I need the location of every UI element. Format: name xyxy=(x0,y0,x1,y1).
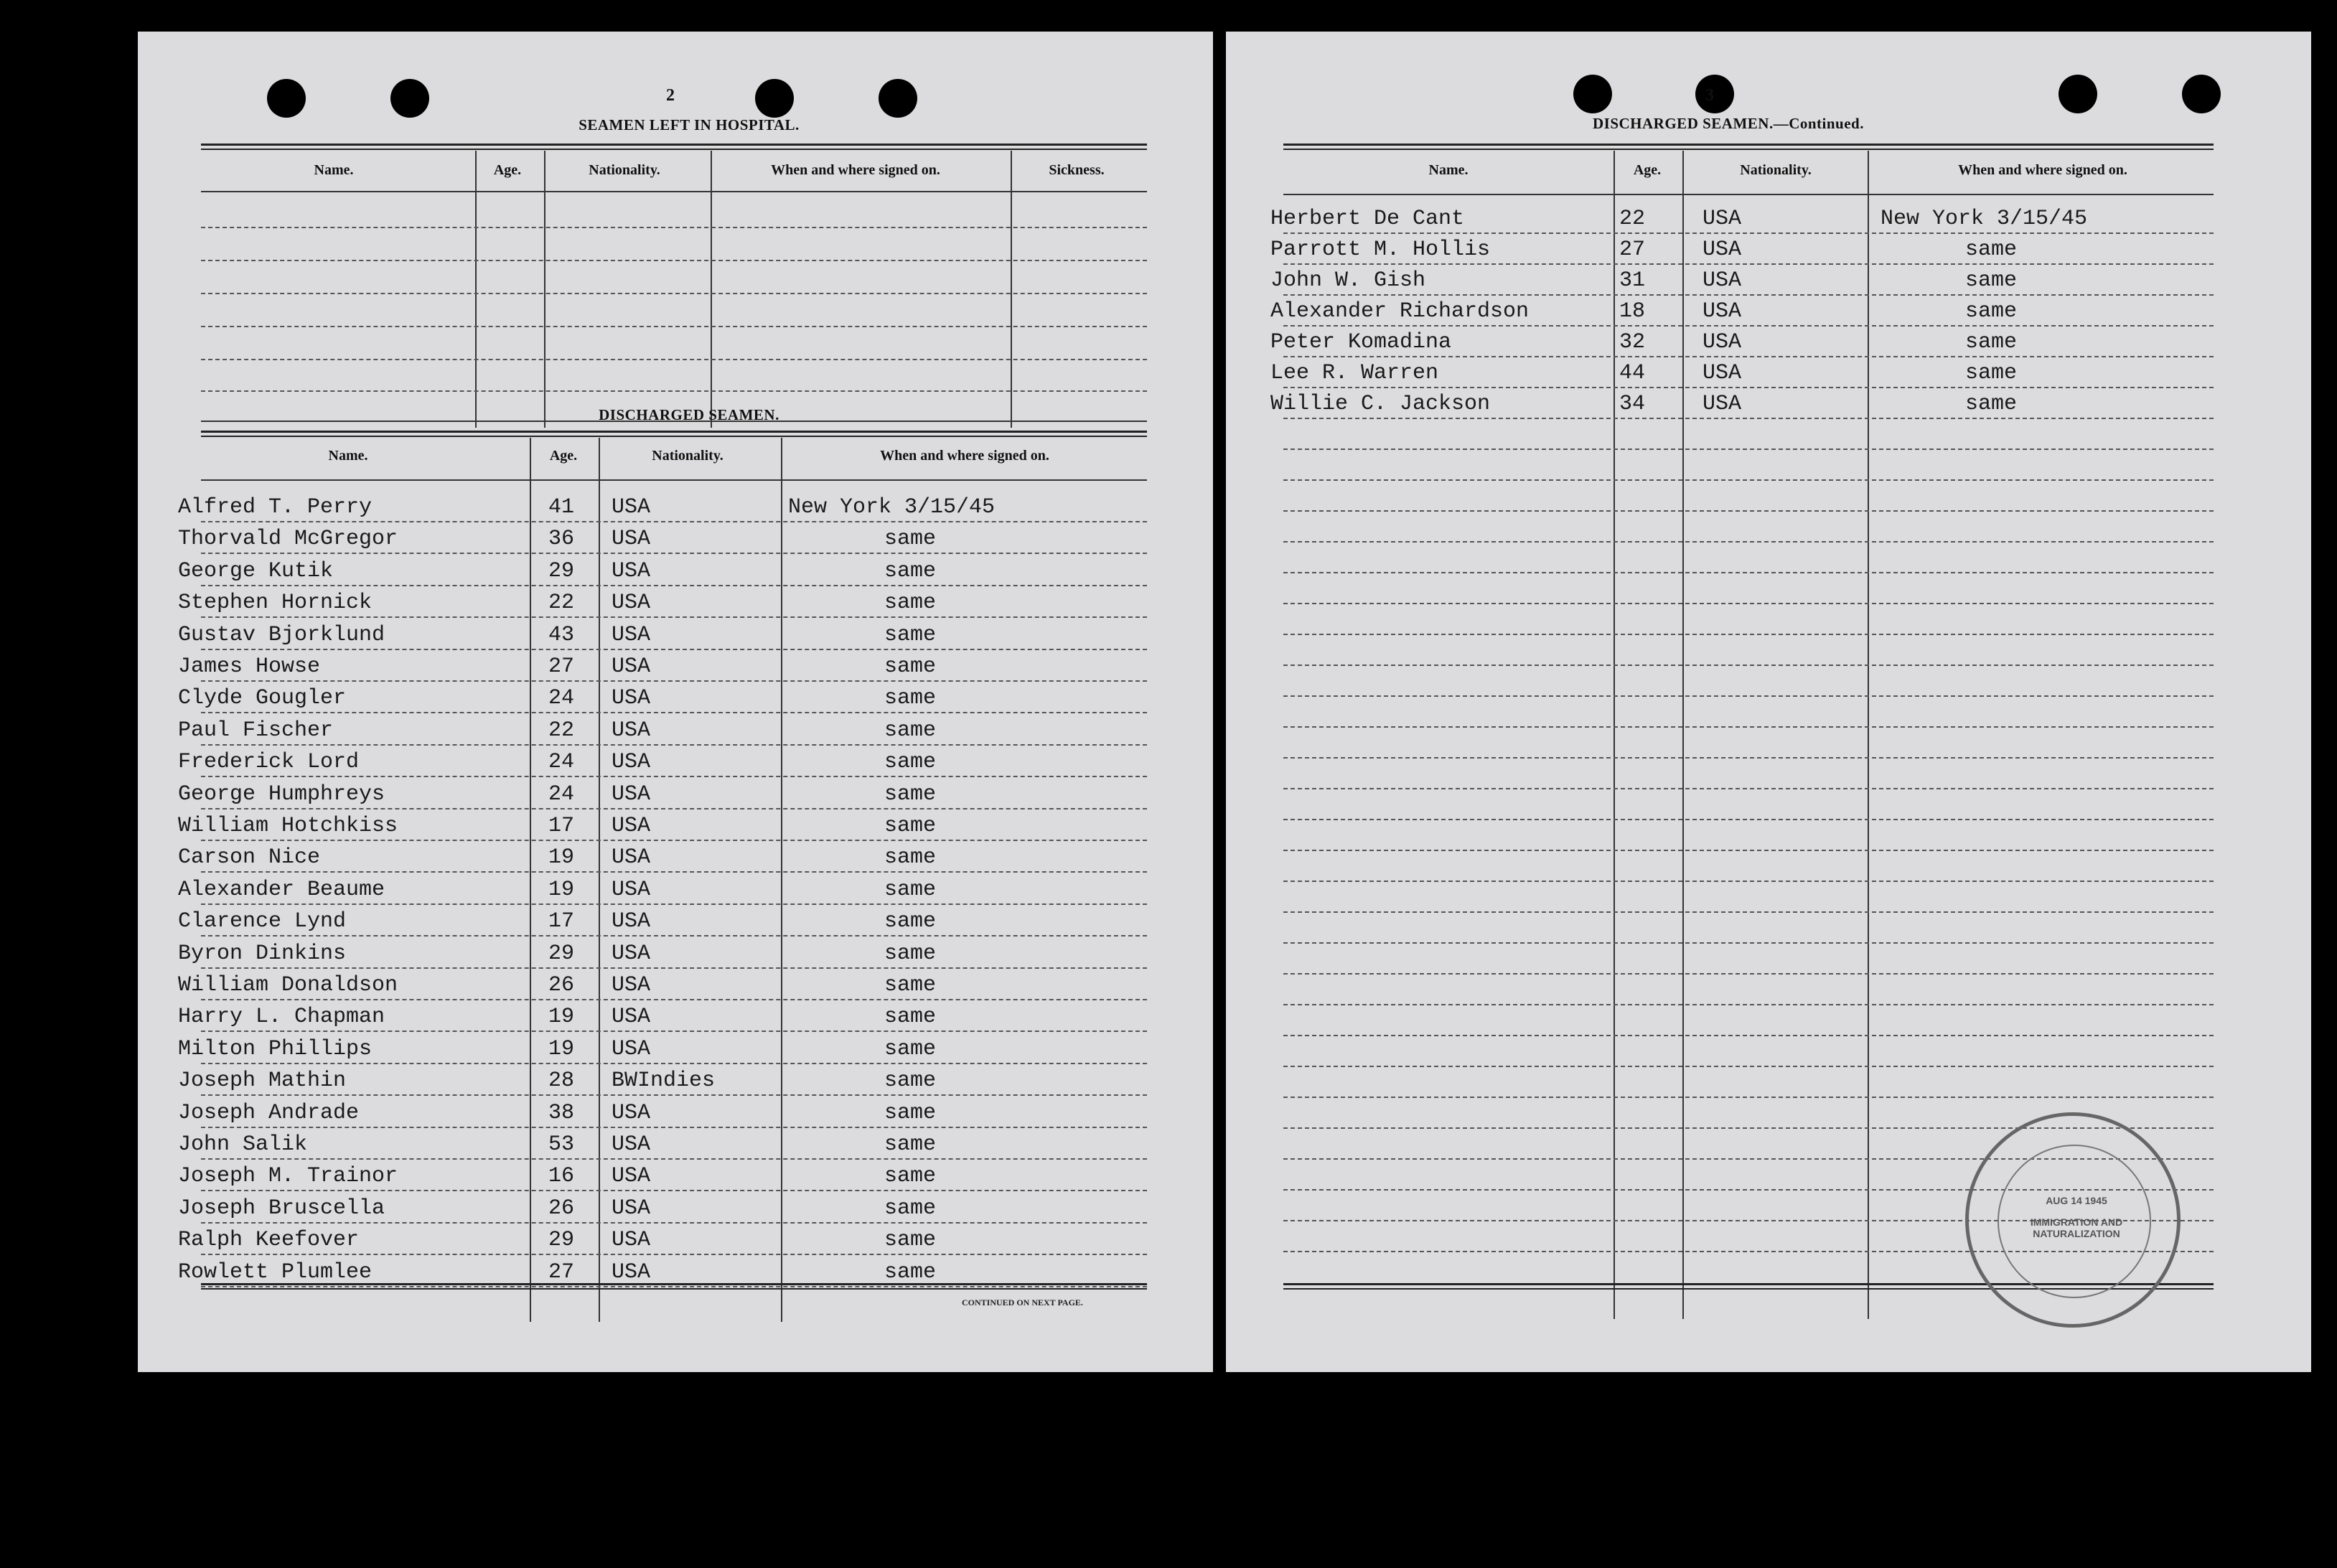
row-rule xyxy=(1283,510,2214,512)
row-rule xyxy=(201,521,1147,522)
seaman-nationality: USA xyxy=(612,1164,651,1188)
stamp-date: AUG 14 1945 xyxy=(2046,1195,2107,1206)
seaman-signed-on: same xyxy=(884,1260,937,1285)
punch-hole xyxy=(267,79,306,118)
punch-hole xyxy=(1573,75,1612,113)
seaman-age: 22 xyxy=(548,591,575,615)
row-rule xyxy=(1283,479,2214,481)
seaman-signed-on: same xyxy=(884,909,937,934)
seaman-signed-on: same xyxy=(884,1228,937,1252)
col-divider xyxy=(475,151,477,428)
discharged-continued-title: DISCHARGED SEAMEN.—Continued. xyxy=(1593,115,1864,132)
seaman-name: James Howse xyxy=(178,654,321,679)
row-rule xyxy=(201,680,1147,682)
col-divider xyxy=(544,151,545,428)
seaman-signed-on: same xyxy=(884,845,937,870)
double-rule xyxy=(1283,144,2214,150)
punch-hole xyxy=(1695,75,1734,113)
seaman-age: 24 xyxy=(548,750,575,774)
seaman-name: Parrott M. Hollis xyxy=(1270,238,1491,262)
seaman-name: Stephen Hornick xyxy=(178,591,373,615)
seaman-signed-on: same xyxy=(1965,299,2018,324)
seaman-nationality: USA xyxy=(1703,207,1742,231)
row-rule xyxy=(1283,449,2214,450)
seaman-signed-on: same xyxy=(884,527,937,551)
seaman-signed-on: same xyxy=(884,591,937,615)
seaman-name: Harry L. Chapman xyxy=(178,1005,385,1029)
row-rule xyxy=(1283,881,2214,882)
seaman-nationality: USA xyxy=(1703,299,1742,324)
row-rule xyxy=(1283,695,2214,697)
punch-hole xyxy=(390,79,429,118)
seaman-age: 26 xyxy=(548,1196,575,1221)
header-rule xyxy=(201,191,1147,192)
seaman-name: Joseph Andrade xyxy=(178,1101,360,1125)
seaman-name: George Kutik xyxy=(178,559,334,583)
seaman-nationality: USA xyxy=(612,814,651,838)
seaman-age: 22 xyxy=(548,718,575,743)
row-rule xyxy=(1283,1097,2214,1098)
seaman-nationality: USA xyxy=(612,591,651,615)
row-rule xyxy=(1283,572,2214,573)
seaman-age: 16 xyxy=(548,1164,575,1188)
seaman-nationality: USA xyxy=(1703,268,1742,293)
seaman-age: 27 xyxy=(548,654,575,679)
col-header-nationality: Nationality. xyxy=(1740,162,1812,178)
seaman-age: 29 xyxy=(548,1228,575,1252)
col-header-name: Name. xyxy=(328,448,368,464)
row-rule xyxy=(1283,788,2214,789)
continued-note: CONTINUED ON NEXT PAGE. xyxy=(962,1297,1083,1308)
seaman-signed-on: same xyxy=(884,878,937,902)
seaman-nationality: USA xyxy=(612,845,651,870)
row-rule xyxy=(1283,1035,2214,1036)
seaman-nationality: USA xyxy=(612,686,651,710)
double-rule xyxy=(201,144,1147,150)
seaman-name: Herbert De Cant xyxy=(1270,207,1465,231)
seaman-name: Rowlett Plumlee xyxy=(178,1260,373,1285)
seaman-nationality: USA xyxy=(1703,361,1742,385)
seaman-nationality: USA xyxy=(612,559,651,583)
seaman-name: Willie C. Jackson xyxy=(1270,392,1491,416)
row-rule xyxy=(201,903,1147,905)
seaman-age: 29 xyxy=(548,942,575,966)
seaman-signed-on: same xyxy=(884,559,937,583)
col-header-age: Age. xyxy=(493,162,522,178)
row-rule xyxy=(201,871,1147,873)
seaman-signed-on: same xyxy=(1965,330,2018,355)
header-rule xyxy=(201,479,1147,481)
seaman-name: Alexander Beaume xyxy=(178,878,385,902)
seaman-signed-on: New York 3/15/45 xyxy=(1881,207,2088,231)
blank-row xyxy=(201,260,1147,261)
col-header-name: Name. xyxy=(1428,162,1469,178)
seaman-age: 31 xyxy=(1619,268,1646,293)
seaman-name: Frederick Lord xyxy=(178,750,360,774)
seaman-age: 41 xyxy=(548,495,575,520)
row-rule xyxy=(1283,819,2214,820)
seaman-nationality: USA xyxy=(612,942,651,966)
seaman-nationality: USA xyxy=(612,1260,651,1285)
col-header-signed: When and where signed on. xyxy=(771,162,940,178)
seaman-nationality: USA xyxy=(612,878,651,902)
row-rule xyxy=(1283,541,2214,543)
row-rule xyxy=(1283,634,2214,635)
row-rule xyxy=(1283,325,2214,327)
seaman-signed-on: same xyxy=(884,718,937,743)
seaman-age: 34 xyxy=(1619,392,1646,416)
seaman-signed-on: same xyxy=(1965,238,2018,262)
seaman-name: Ralph Keefover xyxy=(178,1228,360,1252)
row-rule xyxy=(1283,294,2214,296)
row-rule xyxy=(1283,356,2214,357)
row-rule xyxy=(201,1254,1147,1255)
punch-hole xyxy=(879,79,917,118)
seaman-signed-on: same xyxy=(884,942,937,966)
row-rule xyxy=(201,1094,1147,1096)
seaman-nationality: USA xyxy=(612,527,651,551)
seaman-signed-on: same xyxy=(884,1069,937,1093)
row-rule xyxy=(201,1031,1147,1032)
seaman-name: Joseph M. Trainor xyxy=(178,1164,398,1188)
seaman-signed-on: same xyxy=(884,654,937,679)
stamp-agency: IMMIGRATION AND NATURALIZATION xyxy=(2030,1216,2123,1239)
seaman-name: Joseph Bruscella xyxy=(178,1196,385,1221)
seaman-signed-on: same xyxy=(884,1196,937,1221)
col-header-signed: When and where signed on. xyxy=(880,448,1049,464)
row-rule xyxy=(1283,1004,2214,1005)
row-rule xyxy=(201,649,1147,650)
col-header-age: Age. xyxy=(1633,162,1662,178)
row-rule xyxy=(201,808,1147,809)
row-rule xyxy=(201,999,1147,1000)
row-rule xyxy=(1283,603,2214,604)
seaman-nationality: USA xyxy=(612,495,651,520)
seaman-age: 24 xyxy=(548,686,575,710)
page-number: 2 xyxy=(666,86,675,105)
col-header-nationality: Nationality. xyxy=(652,448,723,464)
seaman-name: Clarence Lynd xyxy=(178,909,347,934)
seaman-nationality: USA xyxy=(612,1228,651,1252)
seaman-signed-on: same xyxy=(1965,268,2018,293)
seaman-age: 38 xyxy=(548,1101,575,1125)
row-rule xyxy=(201,585,1147,586)
seaman-name: Lee R. Warren xyxy=(1270,361,1439,385)
seaman-signed-on: same xyxy=(884,1037,937,1061)
seaman-signed-on: same xyxy=(884,1132,937,1157)
seaman-nationality: USA xyxy=(612,1132,651,1157)
blank-row xyxy=(201,293,1147,294)
row-rule xyxy=(201,1063,1147,1064)
seaman-nationality: USA xyxy=(612,782,651,807)
seaman-nationality: USA xyxy=(612,1101,651,1125)
seaman-nationality: USA xyxy=(1703,238,1742,262)
seaman-nationality: USA xyxy=(612,1196,651,1221)
seaman-signed-on: same xyxy=(884,686,937,710)
col-header-sickness: Sickness. xyxy=(1049,162,1105,178)
row-rule xyxy=(201,935,1147,936)
seaman-age: 27 xyxy=(548,1260,575,1285)
seaman-signed-on: same xyxy=(884,973,937,997)
seaman-age: 17 xyxy=(548,814,575,838)
seaman-age: 28 xyxy=(548,1069,575,1093)
seaman-nationality: USA xyxy=(612,718,651,743)
row-rule xyxy=(201,744,1147,746)
seaman-name: Thorvald McGregor xyxy=(178,527,398,551)
seaman-age: 19 xyxy=(548,1005,575,1029)
seaman-nationality: USA xyxy=(612,1005,651,1029)
seaman-nationality: USA xyxy=(612,973,651,997)
seaman-nationality: USA xyxy=(1703,330,1742,355)
seaman-name: Clyde Gougler xyxy=(178,686,347,710)
seaman-name: John Salik xyxy=(178,1132,308,1157)
blank-row xyxy=(201,390,1147,392)
row-rule xyxy=(1283,233,2214,234)
left-page xyxy=(138,32,1213,1372)
seaman-age: 18 xyxy=(1619,299,1646,324)
col-header-age: Age. xyxy=(549,448,578,464)
seaman-age: 26 xyxy=(548,973,575,997)
seaman-name: Alfred T. Perry xyxy=(178,495,373,520)
seaman-age: 36 xyxy=(548,527,575,551)
row-rule xyxy=(201,967,1147,969)
row-rule xyxy=(1283,418,2214,419)
seaman-age: 17 xyxy=(548,909,575,934)
punch-hole xyxy=(2059,75,2097,113)
seaman-name: William Donaldson xyxy=(178,973,398,997)
seaman-signed-on: same xyxy=(884,782,937,807)
row-rule xyxy=(201,1222,1147,1224)
seaman-nationality: USA xyxy=(612,654,651,679)
seaman-nationality: USA xyxy=(612,623,651,647)
row-rule xyxy=(1283,973,2214,975)
row-rule xyxy=(1283,850,2214,851)
immigration-stamp xyxy=(1965,1112,2181,1328)
row-rule xyxy=(201,553,1147,554)
col-divider xyxy=(711,151,712,428)
seaman-age: 19 xyxy=(548,1037,575,1061)
header-rule xyxy=(1283,194,2214,195)
col-header-signed: When and where signed on. xyxy=(1958,162,2127,178)
double-rule xyxy=(201,431,1147,437)
row-rule xyxy=(201,1190,1147,1191)
seaman-signed-on: New York 3/15/45 xyxy=(788,495,996,520)
seaman-name: Alexander Richardson xyxy=(1270,299,1530,324)
row-rule xyxy=(1283,387,2214,388)
row-rule xyxy=(201,776,1147,777)
row-rule xyxy=(201,616,1147,618)
seaman-age: 19 xyxy=(548,845,575,870)
row-rule xyxy=(201,840,1147,841)
seaman-nationality: USA xyxy=(612,909,651,934)
double-rule xyxy=(201,1283,1147,1290)
seaman-signed-on: same xyxy=(884,623,937,647)
blank-row xyxy=(201,326,1147,327)
seaman-signed-on: same xyxy=(884,750,937,774)
seaman-name: Joseph Mathin xyxy=(178,1069,347,1093)
seaman-name: Peter Komadina xyxy=(1270,330,1452,355)
seaman-signed-on: same xyxy=(884,814,937,838)
row-rule xyxy=(201,1127,1147,1128)
row-rule xyxy=(1283,757,2214,759)
row-rule xyxy=(1283,665,2214,666)
seaman-name: John W. Gish xyxy=(1270,268,1426,293)
col-header-name: Name. xyxy=(314,162,354,178)
seaman-nationality: BWIndies xyxy=(612,1069,716,1093)
seaman-age: 29 xyxy=(548,559,575,583)
discharged-title: DISCHARGED SEAMEN. xyxy=(599,406,779,423)
row-rule xyxy=(1283,726,2214,728)
punch-hole xyxy=(2182,75,2221,113)
seaman-signed-on: same xyxy=(1965,392,2018,416)
col-header-nationality: Nationality. xyxy=(589,162,660,178)
seaman-signed-on: same xyxy=(1965,361,2018,385)
col-divider xyxy=(1011,151,1012,428)
seaman-name: Byron Dinkins xyxy=(178,942,347,966)
page-number: 3 xyxy=(1705,86,1714,105)
row-rule xyxy=(1283,942,2214,944)
row-rule xyxy=(1283,911,2214,913)
seaman-age: 32 xyxy=(1619,330,1646,355)
seaman-name: Paul Fischer xyxy=(178,718,334,743)
seaman-age: 22 xyxy=(1619,207,1646,231)
row-rule xyxy=(201,712,1147,713)
seaman-age: 53 xyxy=(548,1132,575,1157)
seaman-nationality: USA xyxy=(612,750,651,774)
row-rule xyxy=(201,1158,1147,1160)
seaman-age: 27 xyxy=(1619,238,1646,262)
seaman-nationality: USA xyxy=(612,1037,651,1061)
seaman-nationality: USA xyxy=(1703,392,1742,416)
row-rule xyxy=(1283,263,2214,265)
seaman-age: 44 xyxy=(1619,361,1646,385)
seaman-name: George Humphreys xyxy=(178,782,385,807)
seaman-signed-on: same xyxy=(884,1101,937,1125)
seaman-name: William Hotchkiss xyxy=(178,814,398,838)
seaman-signed-on: same xyxy=(884,1164,937,1188)
seaman-age: 24 xyxy=(548,782,575,807)
seaman-name: Carson Nice xyxy=(178,845,321,870)
seaman-age: 19 xyxy=(548,878,575,902)
seaman-age: 43 xyxy=(548,623,575,647)
seaman-name: Milton Phillips xyxy=(178,1037,373,1061)
punch-hole xyxy=(755,79,794,118)
blank-row xyxy=(201,359,1147,360)
seaman-name: Gustav Bjorklund xyxy=(178,623,385,647)
blank-row xyxy=(201,227,1147,228)
hospital-title: SEAMEN LEFT IN HOSPITAL. xyxy=(579,116,800,133)
seaman-signed-on: same xyxy=(884,1005,937,1029)
row-rule xyxy=(1283,1066,2214,1067)
